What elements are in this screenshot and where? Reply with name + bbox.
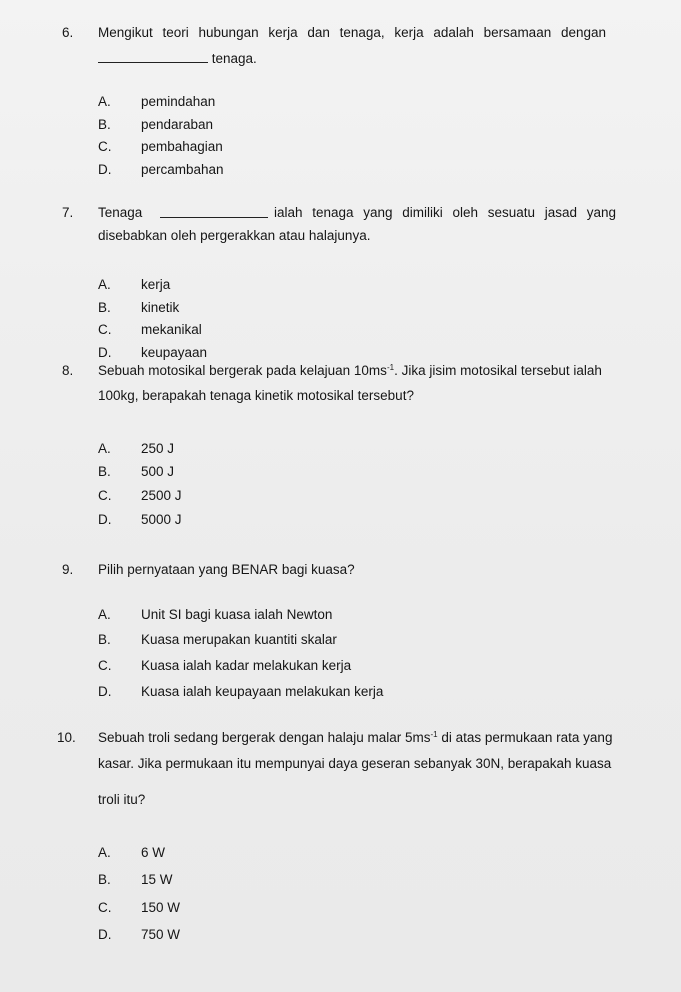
question-text-after-unit: di atas permukaan rata yang [437, 730, 613, 745]
option-letter: B. [98, 117, 111, 132]
option-letter: B. [98, 464, 111, 479]
question-text-after-blank: ialah tenaga yang dimiliki oleh sesuatu jasad yang [274, 205, 616, 220]
option-letter: A. [98, 277, 111, 292]
question-text-before-unit: Sebuah troli sedang bergerak dengan halaju malar 5ms [98, 730, 431, 745]
option-letter: A. [98, 607, 111, 622]
question-text-after-unit: . Jika jisim motosikal tersebut ialah [394, 363, 602, 378]
option-text: 2500 J [141, 488, 182, 503]
question-number: 9. [62, 562, 74, 577]
option-letter: C. [98, 900, 112, 915]
option-text: Kuasa merupakan kuantiti skalar [141, 632, 337, 647]
option-letter: C. [98, 658, 112, 673]
question-text-line-2: 100kg, berapakah tenaga kinetik motosikal tersebut? [98, 388, 414, 403]
question-number: 8. [62, 363, 74, 378]
option-letter: D. [98, 512, 112, 527]
option-text: 6 W [141, 845, 166, 860]
option-text: 250 J [141, 441, 175, 456]
option-letter: D. [98, 162, 112, 177]
option-letter: B. [98, 300, 111, 315]
option-letter: B. [98, 632, 111, 647]
question-text-before-unit: Sebuah motosikal bergerak pada kelajuan 10ms [98, 363, 387, 378]
option-letter: A. [98, 845, 111, 860]
answer-blank [98, 50, 208, 63]
question-text-line-2: kasar. Jika permukaan itu mempunyai daya geseran sebanyak 30N, berapakah kuasa [98, 756, 612, 771]
option-text: mekanikal [141, 322, 202, 337]
question-number: 7. [62, 205, 74, 220]
option-text: keupayaan [141, 345, 208, 360]
option-text: Unit SI bagi kuasa ialah Newton [141, 607, 333, 622]
option-text: 750 W [141, 927, 181, 942]
question-text-line-1 [98, 729, 612, 747]
option-letter: B. [98, 872, 111, 887]
option-letter: D. [98, 345, 112, 360]
option-letter: C. [98, 139, 112, 154]
option-letter: C. [98, 322, 112, 337]
option-text: 500 J [141, 464, 175, 479]
option-letter: D. [98, 684, 112, 699]
option-text: kinetik [141, 300, 180, 315]
question-text-line-1: Mengikut teori hubungan kerja dan tenaga, kerja adalah bersamaan dengan [98, 25, 606, 40]
option-text: pendaraban [141, 117, 214, 132]
unit-superscript: -1 [386, 363, 395, 372]
option-letter: A. [98, 441, 111, 456]
question-text-line-2 [98, 50, 257, 68]
question-number: 10. [57, 730, 76, 745]
option-text: kerja [141, 277, 171, 292]
option-text: pemindahan [141, 94, 216, 109]
option-text: 5000 J [141, 512, 182, 527]
question-text-before-blank: Tenaga [98, 205, 143, 220]
unit-superscript: -1 [430, 730, 438, 739]
question-text-line-1: Pilih pernyataan yang BENAR bagi kuasa? [98, 562, 355, 577]
question-text-line-3: troli itu? [98, 792, 146, 807]
option-text: percambahan [141, 162, 224, 177]
question-text-line-2: disebabkan oleh pergerakkan atau halajunya. [98, 228, 371, 243]
option-text: pembahagian [141, 139, 223, 154]
option-letter: D. [98, 927, 112, 942]
question-text-after-blank: tenaga. [211, 51, 257, 66]
answer-blank [160, 205, 268, 218]
option-text: 150 W [141, 900, 181, 915]
question-text-line-1 [98, 362, 602, 380]
question-number: 6. [62, 25, 74, 40]
option-letter: C. [98, 488, 112, 503]
option-letter: A. [98, 94, 111, 109]
option-text: Kuasa ialah keupayaan melakukan kerja [141, 684, 384, 699]
option-text: Kuasa ialah kadar melakukan kerja [141, 658, 352, 673]
option-text: 15 W [141, 872, 173, 887]
